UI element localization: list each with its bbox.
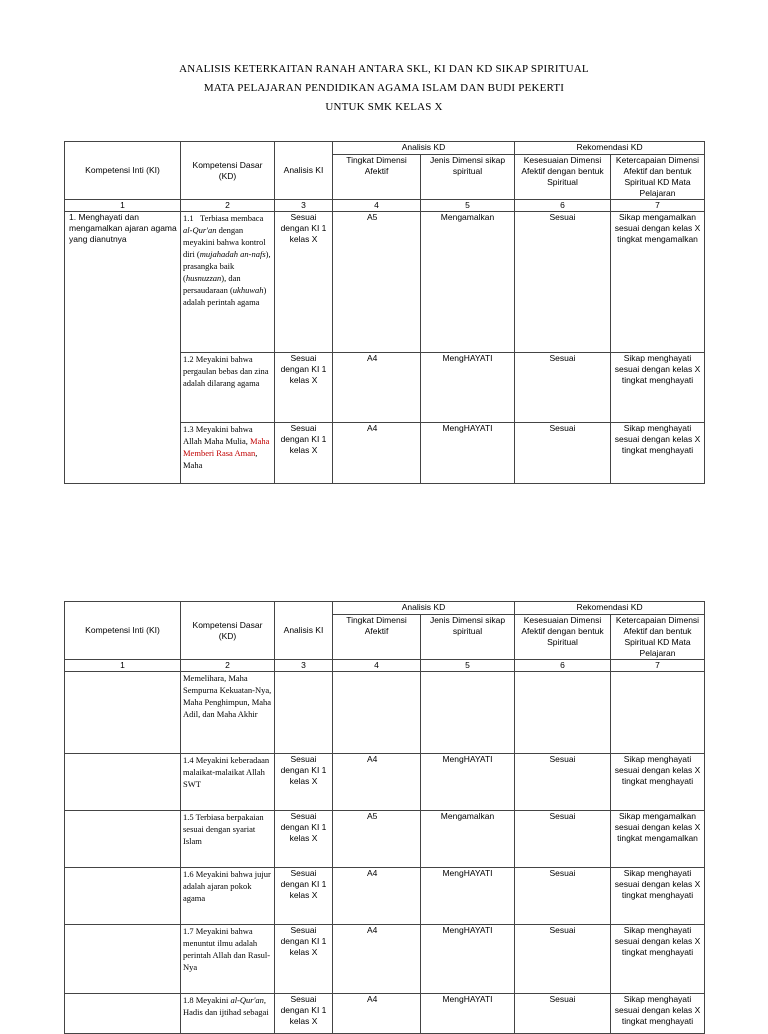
tingkat-cell: A5 (333, 811, 421, 868)
jenis-cell: MengHAYATI (421, 754, 515, 811)
ketercapaian-cell: Sikap menghayati sesuai dengan kelas X tingkat menghayati (611, 925, 705, 994)
kesesuaian-cell: Sesuai (515, 423, 611, 484)
header-tingkat: Tingkat Dimensi Afektif (333, 615, 421, 660)
table-row (65, 754, 705, 811)
col-num-2: 2 (181, 660, 275, 672)
ki-empty-cell (65, 672, 181, 754)
jenis-cell: MengHAYATI (421, 353, 515, 423)
header-rekomendasi-kd: Rekomendasi KD (515, 602, 705, 615)
col-num-1: 1 (65, 660, 181, 672)
tingkat-cell: A5 (333, 212, 421, 353)
ketercapaian-cell: Sikap mengamalkan sesuai dengan kelas X tingkat mengamalkan (611, 811, 705, 868)
jenis-cell: MengHAYATI (421, 868, 515, 925)
kd-text: 1.6 Meyakini bahwa jujur adalah ajaran pokok agama (181, 868, 275, 925)
analisis-ki-cell: Sesuai dengan KI 1 kelas X (275, 925, 333, 994)
tingkat-cell: A4 (333, 925, 421, 994)
tingkat-cell: A4 (333, 994, 421, 1034)
analisis-ki-cell: Sesuai dengan KI 1 kelas X (275, 994, 333, 1034)
analisis-ki-cell: Sesuai dengan KI 1 kelas X (275, 868, 333, 925)
ketercapaian-cell: Sikap menghayati sesuai dengan kelas X tingkat menghayati (611, 353, 705, 423)
col-num-7: 7 (611, 660, 705, 672)
header-analisis-kd: Analisis KD (333, 602, 515, 615)
col-num-5: 5 (421, 660, 515, 672)
jenis-cell: Mengamalkan (421, 212, 515, 353)
table-row (65, 811, 705, 868)
header-kesesuaian: Kesesuaian Dimensi Afektif dengan bentuk Spiritual (515, 155, 611, 200)
col-num-2: 2 (181, 200, 275, 212)
kesesuaian-cell: Sesuai (515, 994, 611, 1034)
ki-text: 1. Menghayati dan mengamalkan ajaran agama yang dianutnya (65, 212, 181, 484)
kd-text: 1.3 Meyakini bahwa Allah Maha Mulia, Maha Memberi Rasa Aman, Maha (181, 423, 275, 484)
kd-text: 1.2 Meyakini bahwa pergaulan bebas dan zina adalah dilarang agama (181, 353, 275, 423)
header-ki: Kompetensi Inti (KI) (65, 602, 181, 660)
tingkat-cell: A4 (333, 353, 421, 423)
header-kesesuaian: Kesesuaian Dimensi Afektif dengan bentuk Spiritual (515, 615, 611, 660)
header-kd: Kompetensi Dasar (KD) (181, 602, 275, 660)
jenis-cell: MengHAYATI (421, 925, 515, 994)
header-ketercapaian: Ketercapaian Dimensi Afektif dan bentuk Spiritual KD Mata Pelajaran (611, 155, 705, 200)
header-kd: Kompetensi Dasar (KD) (181, 142, 275, 200)
col-num-5: 5 (421, 200, 515, 212)
col-num-3: 3 (275, 200, 333, 212)
kesesuaian-cell: Sesuai (515, 811, 611, 868)
col-num-3: 3 (275, 660, 333, 672)
jenis-cell: MengHAYATI (421, 423, 515, 484)
col-num-6: 6 (515, 660, 611, 672)
kesesuaian-cell: Sesuai (515, 754, 611, 811)
jenis-cell: MengHAYATI (421, 994, 515, 1034)
table-row (65, 672, 705, 754)
header-ki: Kompetensi Inti (KI) (65, 142, 181, 200)
analysis-table-2 (64, 601, 705, 1034)
tingkat-cell: A4 (333, 754, 421, 811)
table-row (65, 212, 705, 353)
tingkat-cell: A4 (333, 423, 421, 484)
col-num-4: 4 (333, 200, 421, 212)
col-num-1: 1 (65, 200, 181, 212)
table-row (65, 925, 705, 994)
header-ketercapaian: Ketercapaian Dimensi Afektif dan bentuk Spiritual KD Mata Pelajaran (611, 615, 705, 660)
col-num-4: 4 (333, 660, 421, 672)
analysis-table-1 (64, 141, 705, 484)
ketercapaian-cell: Sikap menghayati sesuai dengan kelas X tingkat menghayati (611, 423, 705, 484)
ketercapaian-cell: Sikap menghayati sesuai dengan kelas X tingkat menghayati (611, 754, 705, 811)
analisis-ki-cell: Sesuai dengan KI 1 kelas X (275, 811, 333, 868)
header-tingkat: Tingkat Dimensi Afektif (333, 155, 421, 200)
kd-text: 1.8 Meyakini al-Qur'an, Hadis dan ijtihad sebagai (181, 994, 275, 1034)
kd-text: 1.4 Meyakini keberadaan malaikat-malaikat Allah SWT (181, 754, 275, 811)
kesesuaian-cell: Sesuai (515, 925, 611, 994)
col-num-7: 7 (611, 200, 705, 212)
analisis-ki-cell: Sesuai dengan KI 1 kelas X (275, 754, 333, 811)
jenis-cell: Mengamalkan (421, 811, 515, 868)
doc-title-line-1: ANALISIS KETERKAITAN RANAH ANTARA SKL, KI DAN KD SIKAP SPIRITUAL (179, 63, 589, 75)
analisis-ki-cell: Sesuai dengan KI 1 kelas X (275, 423, 333, 484)
analisis-ki-cell: Sesuai dengan KI 1 kelas X (275, 353, 333, 423)
kesesuaian-cell: Sesuai (515, 868, 611, 925)
table-row (65, 868, 705, 925)
tingkat-cell: A4 (333, 868, 421, 925)
kd-text: 1.1 Terbiasa membaca al-Qur'an dengan meyakini bahwa kontrol diri (mujahadah an-nafs), prasangka baik (husnuzzan), dan persaudaraan (ukhuwah) adalah perintah agama (181, 212, 275, 353)
kd-text: Memelihara, Maha Sempurna Kekuatan-Nya, Maha Penghimpun, Maha Adil, dan Maha Akhir (181, 672, 275, 754)
kd-text: 1.5 Terbiasa berpakaian sesuai dengan syariat Islam (181, 811, 275, 868)
kesesuaian-cell: Sesuai (515, 212, 611, 353)
ketercapaian-cell: Sikap menghayati sesuai dengan kelas X tingkat menghayati (611, 994, 705, 1034)
kesesuaian-cell: Sesuai (515, 353, 611, 423)
doc-title-line-2: MATA PELAJARAN PENDIDIKAN AGAMA ISLAM DAN BUDI PEKERTI (203, 82, 565, 94)
kd-text: 1.7 Meyakini bahwa menuntut ilmu adalah perintah Allah dan Rasul-Nya (181, 925, 275, 994)
header-analisis-ki: Analisis KI (275, 602, 333, 660)
table-row (65, 994, 705, 1034)
ketercapaian-cell: Sikap menghayati sesuai dengan kelas X tingkat menghayati (611, 868, 705, 925)
header-analisis-ki: Analisis KI (275, 142, 333, 200)
header-rekomendasi-kd: Rekomendasi KD (515, 142, 705, 155)
col-num-6: 6 (515, 200, 611, 212)
header-analisis-kd: Analisis KD (333, 142, 515, 155)
header-jenis: Jenis Dimensi sikap spiritual (421, 615, 515, 660)
ketercapaian-cell: Sikap mengamalkan sesuai dengan kelas X tingkat mengamalkan (611, 212, 705, 353)
analisis-ki-cell: Sesuai dengan KI 1 kelas X (275, 212, 333, 353)
kd-highlight-text: Maha Memberi Rasa Aman (183, 436, 270, 458)
header-jenis: Jenis Dimensi sikap spiritual (421, 155, 515, 200)
doc-title-line-3: UNTUK SMK KELAS X (325, 101, 443, 113)
